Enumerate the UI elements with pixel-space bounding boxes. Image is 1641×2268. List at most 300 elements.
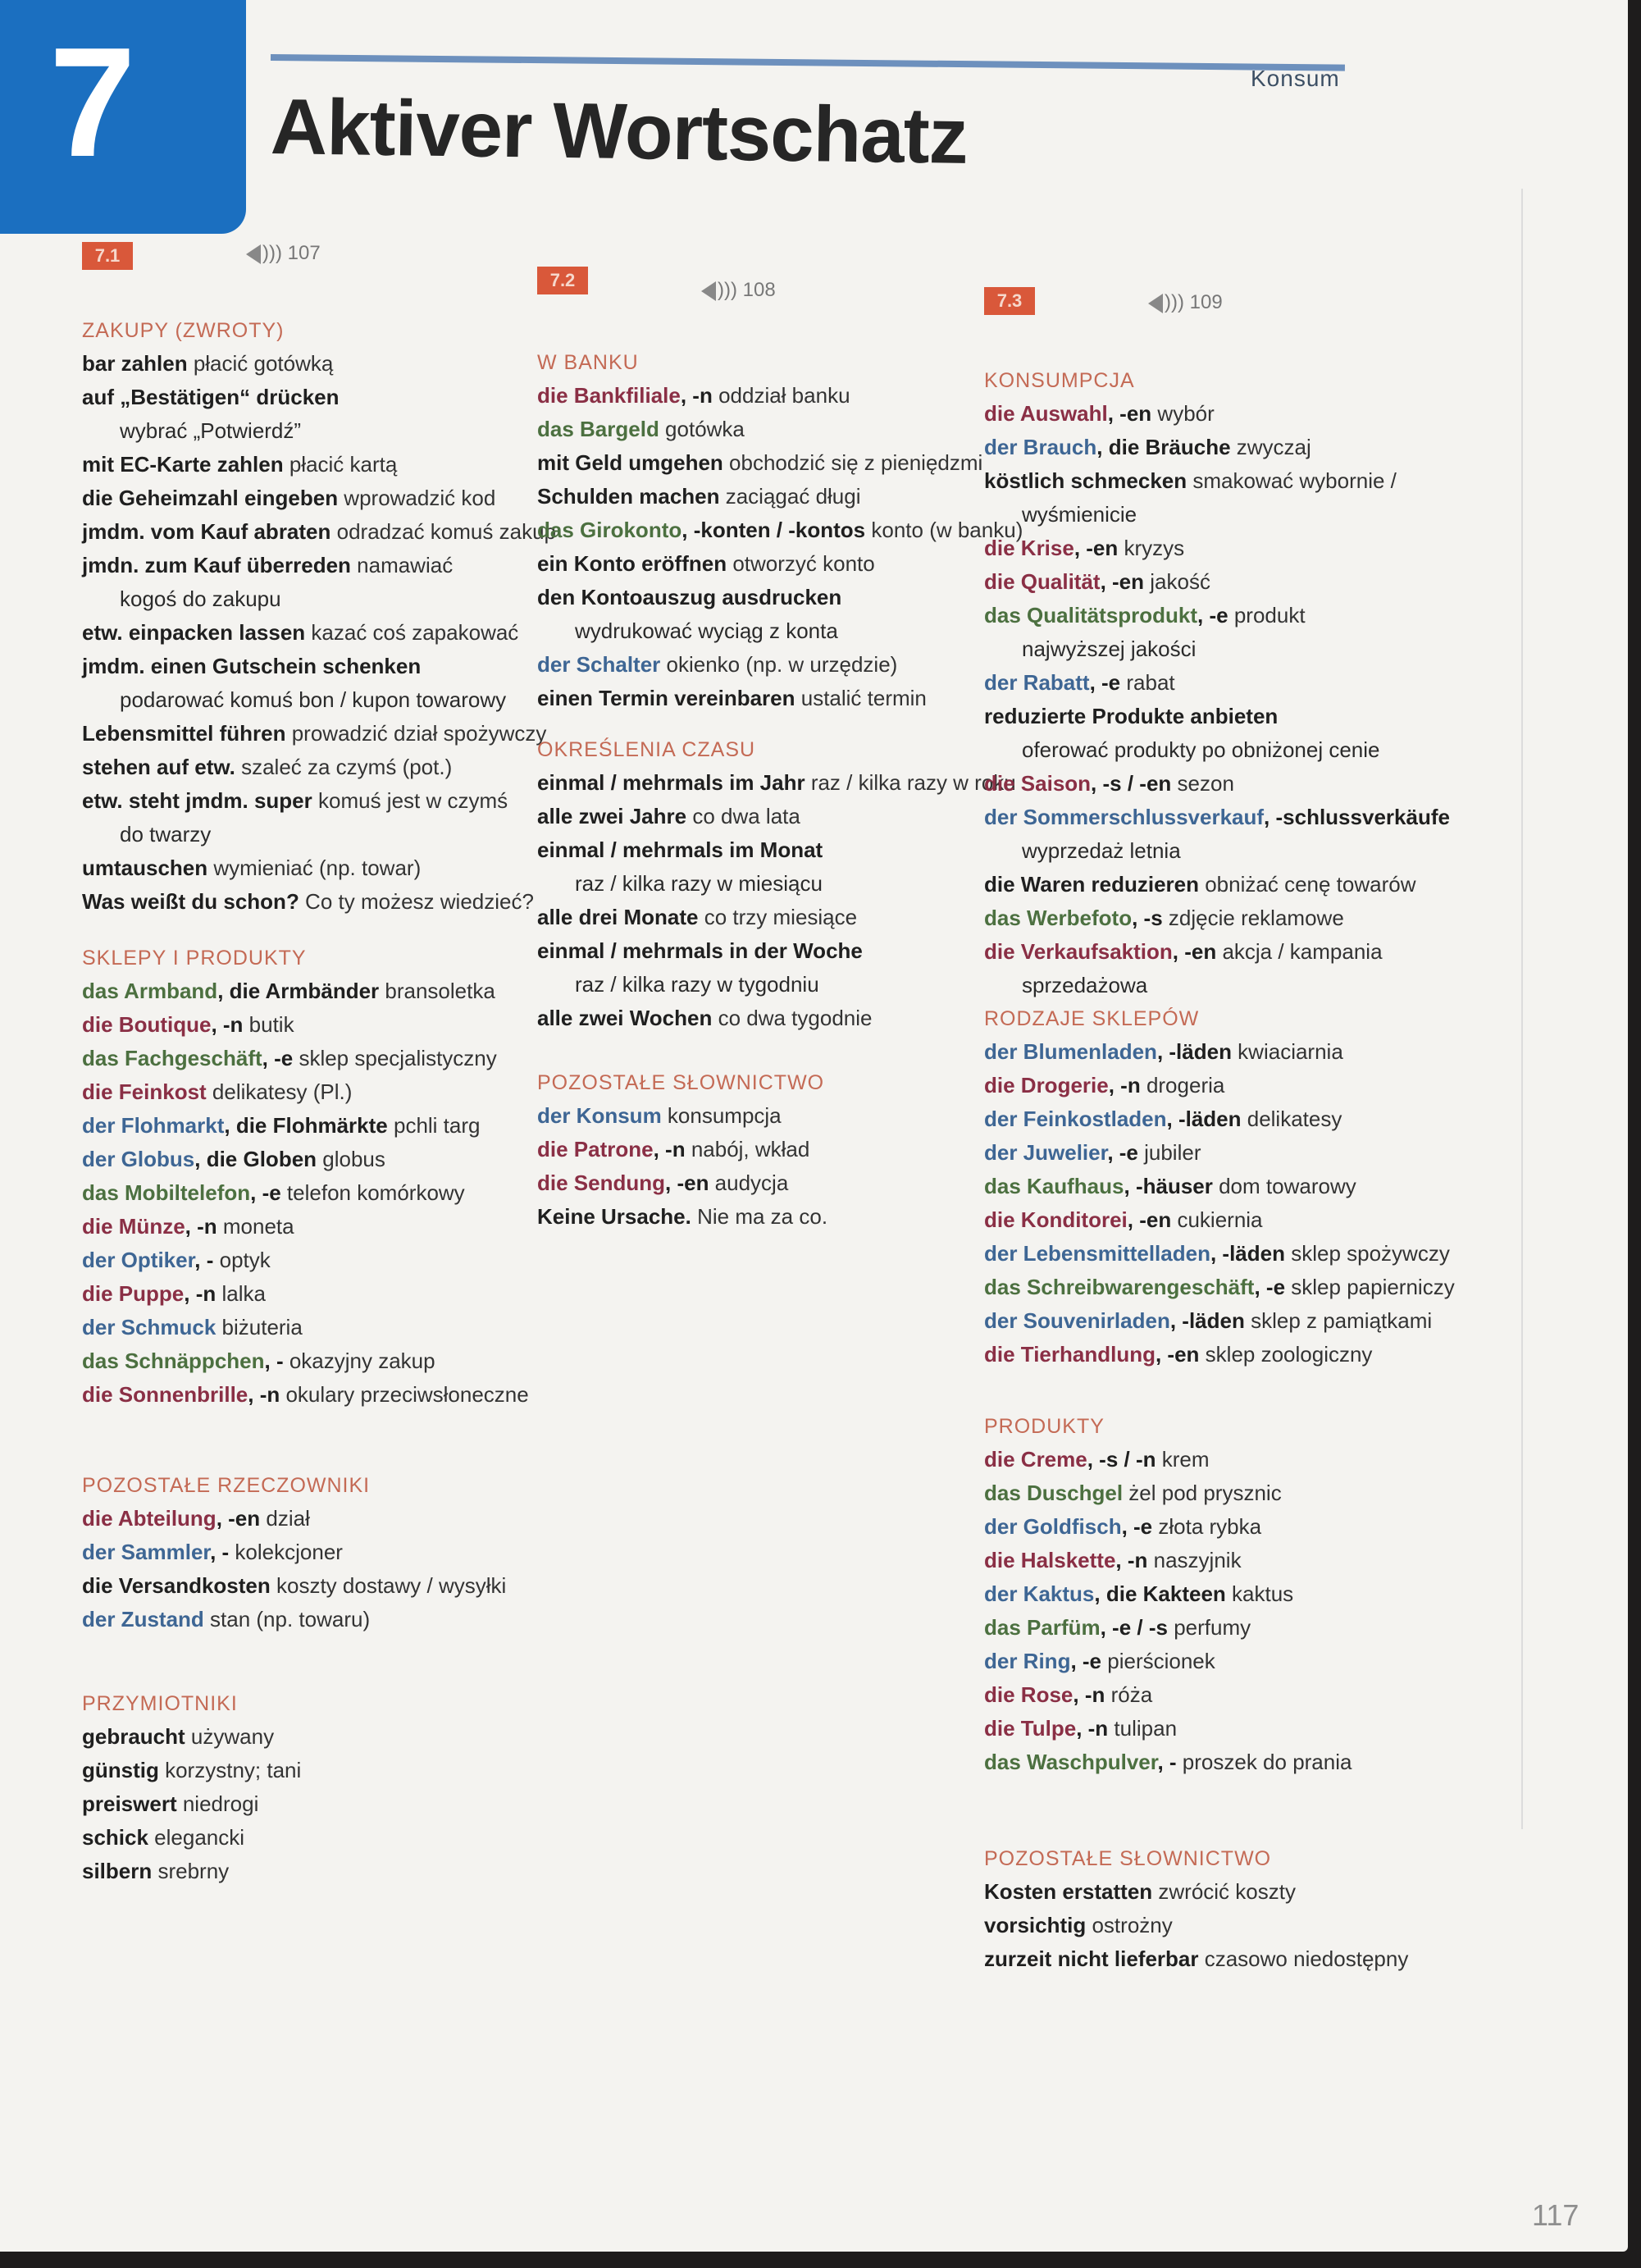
grammar-form: , -e (250, 1180, 281, 1205)
grammar-form: , -en (1155, 1342, 1200, 1367)
translation: używany (185, 1724, 275, 1749)
vocab-entry (82, 1244, 590, 1277)
entry-continuation: podarować komuś bon / kupon towarowy (120, 687, 507, 712)
vocab-entry (82, 381, 590, 414)
translation: raz / kilka razy w roku (805, 770, 1016, 795)
translation: kazać coś zapakować (305, 620, 519, 645)
headword: das Schreibwarengeschäft (984, 1275, 1255, 1299)
translation: szaleć za czymś (pot.) (235, 755, 453, 779)
grammar-form: , -n (653, 1137, 686, 1161)
translation: optyk (213, 1248, 271, 1272)
grammar-form: , -en (216, 1506, 261, 1531)
headword: das Duschgel (984, 1481, 1124, 1505)
page-title: Aktiver Wortschatz (270, 83, 969, 180)
section-heading: KONSUMPCJA (984, 369, 1135, 392)
headword: das Mobiltelefon (82, 1180, 251, 1205)
vocab-entry (82, 1176, 590, 1210)
section-heading: PRODUKTY (984, 1415, 1105, 1438)
vocab-entry (82, 1821, 590, 1855)
translation: niedrogi (176, 1791, 259, 1816)
vocab-section (82, 314, 590, 919)
grammar-form: umtauschen (82, 856, 208, 880)
section-heading: W BANKU (537, 351, 639, 374)
vocab-entry (82, 1603, 590, 1636)
headword: die Patrone (537, 1137, 654, 1161)
vocab-entry (82, 885, 590, 919)
vocab-entry (82, 717, 590, 751)
translation: oddział banku (712, 383, 850, 408)
headword: der Blumenladen (984, 1039, 1157, 1064)
grammar-form: , -läden (1210, 1241, 1285, 1266)
grammar-form: , -s / -en (1091, 771, 1172, 796)
vocab-entry (537, 682, 1046, 715)
entry-continuation: raz / kilka razy w tygodniu (575, 972, 819, 997)
translation: globus (317, 1147, 385, 1171)
vocab-entry (82, 1378, 590, 1412)
headword: das Girokonto (537, 518, 682, 542)
audio-track[interactable]: ))) 108 (701, 279, 776, 302)
vocab-entry (984, 1544, 1493, 1577)
grammar-form: , -e (1254, 1275, 1286, 1299)
grammar-form: die Versandkosten (82, 1573, 271, 1598)
grammar-form: , -e / -s (1100, 1615, 1168, 1640)
vocab-entry (984, 1942, 1493, 1976)
headword: die Creme (984, 1447, 1087, 1472)
vocab-entry (984, 1476, 1493, 1510)
vocab-entry (984, 1203, 1493, 1237)
vocab-section (537, 733, 1046, 1035)
headword: der Sommerschlussverkauf (984, 805, 1265, 829)
grammar-form: , -n (184, 1281, 217, 1306)
translation: dział (260, 1506, 310, 1531)
grammar-form: , -en (1172, 939, 1217, 964)
vocab-entry (537, 513, 1046, 547)
vocab-entry (984, 1271, 1493, 1304)
headword: die Qualität (984, 569, 1101, 594)
grammar-form: ein Konto eröffnen (537, 551, 727, 576)
vocab-entry (82, 1344, 590, 1378)
vocab-entry (537, 480, 1046, 513)
vocab-entry (82, 1210, 590, 1244)
vocab-entry (82, 650, 590, 683)
grammar-form: jmdm. vom Kauf abraten (82, 519, 331, 544)
translation: co trzy miesiące (698, 905, 858, 929)
headword: die Rose (984, 1682, 1073, 1707)
translation: produkt (1228, 603, 1306, 627)
translation: dom towarowy (1212, 1174, 1356, 1198)
grammar-form: , -läden (1166, 1107, 1242, 1131)
translation: jakość (1144, 569, 1210, 594)
translation: czasowo niedostępny (1198, 1946, 1409, 1971)
grammar-form: , -e (1197, 603, 1228, 627)
section-badge: 7.3 (984, 287, 1035, 315)
grammar-form: , -n (248, 1382, 280, 1407)
translation: jubiler (1137, 1140, 1201, 1165)
translation: konsumpcja (661, 1103, 782, 1128)
vocab-entry (82, 1143, 590, 1176)
vocab-entry (82, 1109, 590, 1143)
vocab-entry (537, 547, 1046, 581)
grammar-form: Keine Ursache. (537, 1204, 691, 1229)
grammar-form: etw. einpacken lassen (82, 620, 306, 645)
grammar-form: , -s (1132, 906, 1163, 930)
grammar-form: , -schlussverkäufe (1264, 805, 1450, 829)
grammar-form: alle zwei Wochen (537, 1006, 713, 1030)
headword: die Drogerie (984, 1073, 1109, 1097)
translation: krem (1156, 1447, 1210, 1472)
headword: die Auswahl (984, 401, 1108, 426)
headword: die Saison (984, 771, 1092, 796)
translation: ustalić termin (795, 686, 927, 710)
grammar-form: zurzeit nicht lieferbar (984, 1946, 1199, 1971)
translation: srebrny (152, 1859, 230, 1883)
translation: róża (1105, 1682, 1153, 1707)
grammar-form: reduzierte Produkte anbieten (984, 704, 1279, 728)
vocab-entry (984, 599, 1493, 632)
grammar-form: Was weißt du schon? (82, 889, 299, 914)
translation: obchodzić się z pieniędzmi (722, 450, 983, 475)
vocab-entry (984, 1170, 1493, 1203)
entry-continuation: wybrać „Potwierdź” (120, 418, 302, 443)
grammar-form: , -läden (1169, 1308, 1245, 1333)
speaker-icon (246, 244, 261, 264)
translation: ostrożny (1086, 1913, 1173, 1937)
vocab-entry (82, 1787, 590, 1821)
headword: der Optiker (82, 1248, 195, 1272)
grammar-form: , die Kakteen (1094, 1581, 1226, 1606)
headword: die Sendung (537, 1171, 665, 1195)
vocab-entry (537, 379, 1046, 413)
section-heading: POZOSTAŁE SŁOWNICTWO (984, 1847, 1272, 1870)
grammar-form: preiswert (82, 1791, 177, 1816)
translation: elegancki (148, 1825, 245, 1850)
translation: kwiaciarnia (1231, 1039, 1343, 1064)
grammar-form: einmal / mehrmals in der Woche (537, 938, 863, 963)
vocab-entry (82, 1502, 590, 1536)
vocab-section (984, 1410, 1493, 1779)
headword: die Feinkost (82, 1079, 207, 1104)
vocab-entry (984, 1035, 1493, 1069)
translation: komuś jest w czymś (312, 788, 508, 813)
vocab-section (537, 1066, 1046, 1234)
translation: zwrócić koszty (1152, 1879, 1296, 1904)
vocab-entry (537, 1200, 1046, 1234)
grammar-form: , -n (1115, 1548, 1148, 1572)
header-rule (271, 54, 1345, 71)
grammar-form: , -en (665, 1171, 709, 1195)
vocab-entry (82, 1754, 590, 1787)
translation: sklep zoologiczny (1199, 1342, 1373, 1367)
headword: das Fachgeschäft (82, 1046, 262, 1070)
headword: die Halskette (984, 1548, 1116, 1572)
vocab-entry (82, 515, 590, 549)
vocab-entry (537, 901, 1046, 934)
headword: das Kaufhaus (984, 1174, 1124, 1198)
section-heading: POZOSTAŁE RZECZOWNIKI (82, 1474, 371, 1497)
vocab-entry (984, 431, 1493, 464)
translation: sklep spożywczy (1284, 1241, 1450, 1266)
headword: das Werbefoto (984, 906, 1133, 930)
grammar-form: schick (82, 1825, 148, 1850)
translation: sklep specjalistyczny (293, 1046, 497, 1070)
vocab-entry (984, 1745, 1493, 1779)
grammar-form: , -e (1089, 670, 1121, 695)
grammar-form: alle drei Monate (537, 905, 699, 929)
entry-continuation: wyprzedaż letnia (1022, 838, 1181, 863)
headword: der Souvenirladen (984, 1308, 1170, 1333)
translation: proszek do prania (1176, 1750, 1352, 1774)
grammar-form: mit EC-Karte zahlen (82, 452, 284, 477)
translation: Co ty możesz wiedzieć? (299, 889, 534, 914)
vocab-entry (984, 868, 1493, 901)
grammar-form: vorsichtig (984, 1913, 1087, 1937)
grammar-form: , -en (1100, 569, 1145, 594)
headword: das Waschpulver (984, 1750, 1158, 1774)
headword: der Kaktus (984, 1581, 1095, 1606)
headword: das Bargeld (537, 417, 659, 441)
grammar-form: , die Flohmärkte (224, 1113, 388, 1138)
section-heading: OKREŚLENIA CZASU (537, 738, 756, 761)
grammar-form: jmdm. einen Gutschein schenken (82, 654, 422, 678)
headword: der Schmuck (82, 1315, 217, 1339)
grammar-form: , die Bräuche (1096, 435, 1231, 459)
translation: prowadzić dział spożywczy (285, 721, 547, 746)
entry-continuation: sprzedażowa (1022, 973, 1148, 997)
vocab-section (984, 1842, 1493, 1976)
vocab-entry (82, 616, 590, 650)
entry-continuation: wyśmienicie (1022, 502, 1137, 527)
translation: drogeria (1140, 1073, 1225, 1097)
translation: złota rybka (1152, 1514, 1262, 1539)
headword: der Feinkostladen (984, 1107, 1167, 1131)
translation: bransoletka (379, 979, 495, 1003)
section-heading: PRZYMIOTNIKI (82, 1692, 238, 1715)
chapter-corner-block (0, 0, 246, 234)
grammar-form: , -konten / -kontos (681, 518, 866, 542)
translation: kaktus (1225, 1581, 1294, 1606)
vocab-entry (82, 1720, 590, 1754)
vocab-entry (984, 1304, 1493, 1338)
headword: die Münze (82, 1214, 185, 1239)
vocab-entry (984, 1712, 1493, 1745)
vocab-entry (82, 347, 590, 381)
grammar-form: günstig (82, 1758, 159, 1782)
vocab-entry (82, 1042, 590, 1075)
audio-track-number: 107 (287, 242, 321, 264)
headword: das Parfüm (984, 1615, 1101, 1640)
vocab-section (82, 942, 590, 1412)
headword: der Rabatt (984, 670, 1090, 695)
headword: das Qualitätsprodukt (984, 603, 1198, 627)
grammar-form: , -en (1127, 1207, 1172, 1232)
translation: płacić gotówką (187, 351, 334, 376)
headword: der Flohmarkt (82, 1113, 225, 1138)
translation: perfumy (1167, 1615, 1251, 1640)
grammar-form: , -n (1108, 1073, 1141, 1097)
vocab-entry (537, 1099, 1046, 1133)
vocab-entry (984, 1909, 1493, 1942)
grammar-form: , -n (1076, 1716, 1109, 1741)
translation: pchli targ (387, 1113, 481, 1138)
headword: der Schalter (537, 652, 661, 677)
vocab-entry (984, 464, 1493, 498)
audio-track-number: 108 (742, 279, 776, 301)
headword: der Konsum (537, 1103, 662, 1128)
translation: koszty dostawy / wysyłki (270, 1573, 507, 1598)
translation: stan (np. towaru) (203, 1607, 371, 1631)
translation: audycja (709, 1171, 789, 1195)
vocab-entry (82, 784, 590, 818)
vocab-entry (82, 1855, 590, 1888)
entry-continuation: oferować produkty po obniżonej cenie (1022, 737, 1380, 762)
grammar-form: , -en (1073, 536, 1119, 560)
translation: kolekcjoner (229, 1540, 343, 1564)
vocab-entry (537, 1002, 1046, 1035)
translation: sezon (1171, 771, 1234, 796)
translation: butik (243, 1012, 294, 1037)
grammar-form: , -e (1107, 1140, 1138, 1165)
grammar-form: auf „Bestätigen“ drücken (82, 385, 340, 409)
headword: der Zustand (82, 1607, 204, 1631)
grammar-form: , -e (1121, 1514, 1153, 1539)
vocab-entry (82, 974, 590, 1008)
vocab-entry (82, 1075, 590, 1109)
translation: wymieniać (np. towar) (207, 856, 422, 880)
section-heading: SKLEPY I PRODUKTY (82, 947, 307, 970)
grammar-form: , die Globen (194, 1147, 317, 1171)
vocab-entry (537, 766, 1046, 800)
grammar-form: stehen auf etw. (82, 755, 235, 779)
audio-track[interactable]: ))) 109 (1148, 291, 1223, 314)
speaker-icon (701, 281, 716, 301)
grammar-form: einen Termin vereinbaren (537, 686, 795, 710)
translation: otworzyć konto (727, 551, 875, 576)
translation: naszyjnik (1147, 1548, 1242, 1572)
vocab-entry (984, 1611, 1493, 1645)
translation: lalka (216, 1281, 266, 1306)
translation: okienko (np. w urzędzie) (660, 652, 898, 677)
vocab-entry (984, 1645, 1493, 1678)
vocab-entry (984, 700, 1493, 733)
entry-continuation: najwyższej jakości (1022, 637, 1197, 661)
translation: co dwa lata (686, 804, 800, 828)
audio-track-number: 109 (1189, 291, 1223, 313)
vocab-entry (984, 1069, 1493, 1102)
vocab-entry (537, 1133, 1046, 1166)
translation: wybór (1151, 401, 1215, 426)
headword: die Puppe (82, 1281, 185, 1306)
grammar-form: , -en (1107, 401, 1152, 426)
vocab-entry (984, 1136, 1493, 1170)
vocab-entry (82, 1277, 590, 1311)
vocab-entry (984, 1102, 1493, 1136)
entry-continuation: kogoś do zakupu (120, 586, 281, 611)
translation: żel pod prysznic (1123, 1481, 1282, 1505)
translation: obniżać cenę towarów (1199, 872, 1416, 897)
vocab-entry (984, 1577, 1493, 1611)
vocab-entry (82, 1311, 590, 1344)
entry-continuation: wydrukować wyciąg z konta (575, 618, 838, 643)
headword: der Ring (984, 1649, 1071, 1673)
headword: die Tierhandlung (984, 1342, 1156, 1367)
grammar-form: silbern (82, 1859, 153, 1883)
grammar-form: , die Armbänder (217, 979, 380, 1003)
translation: Nie ma za co. (691, 1204, 828, 1229)
vocab-section (984, 364, 1493, 1002)
audio-track[interactable]: ))) 107 (246, 242, 321, 265)
vocab-entry (984, 901, 1493, 935)
grammar-form: den Kontoauszug ausdrucken (537, 585, 842, 609)
headword: der Sammler (82, 1540, 211, 1564)
vocab-section (537, 346, 1046, 715)
headword: das Armband (82, 979, 218, 1003)
grammar-form: alle zwei Jahre (537, 804, 687, 828)
grammar-form: jmdn. zum Kauf überreden (82, 553, 351, 577)
grammar-form: , -n (680, 383, 713, 408)
vocab-entry (537, 648, 1046, 682)
translation: sklep z pamiątkami (1244, 1308, 1433, 1333)
vocab-entry (82, 751, 590, 784)
translation: nabój, wkład (685, 1137, 810, 1161)
headword: die Sonnenbrille (82, 1382, 248, 1407)
translation: kryzys (1118, 536, 1185, 560)
vocab-entry (537, 934, 1046, 968)
grammar-form: , -n (185, 1214, 217, 1239)
grammar-form: , - (264, 1348, 284, 1373)
vocab-entry (984, 1510, 1493, 1544)
translation: delikatesy (Pl.) (206, 1079, 353, 1104)
headword: die Tulpe (984, 1716, 1077, 1741)
headword: der Brauch (984, 435, 1097, 459)
translation: wprowadzić kod (338, 486, 496, 510)
grammar-form: , -häuser (1124, 1174, 1213, 1198)
entry-continuation: raz / kilka razy w miesiącu (575, 871, 823, 896)
section-heading: RODZAJE SKLEPÓW (984, 1007, 1200, 1030)
page-number: 117 (1532, 2198, 1579, 2232)
translation: płacić kartą (283, 452, 398, 477)
grammar-form: einmal / mehrmals im Monat (537, 837, 823, 862)
vocab-entry (984, 1338, 1493, 1371)
grammar-form: , - (210, 1540, 230, 1564)
translation: namawiać (350, 553, 454, 577)
grammar-form: , - (1157, 1750, 1177, 1774)
vocab-entry (82, 1569, 590, 1603)
grammar-form: , -läden (1156, 1039, 1232, 1064)
section-badge: 7.1 (82, 242, 133, 270)
grammar-form: mit Geld umgehen (537, 450, 723, 475)
speaker-icon (1148, 294, 1163, 313)
vocab-entry (537, 446, 1046, 480)
translation: cukiernia (1171, 1207, 1263, 1232)
section-heading: POZOSTAŁE SŁOWNICTWO (537, 1071, 825, 1094)
grammar-form: , -s / -n (1087, 1447, 1156, 1472)
vocab-entry (984, 1875, 1493, 1909)
vocab-entry (82, 1008, 590, 1042)
vocab-entry (984, 935, 1493, 969)
vocab-entry (82, 481, 590, 515)
translation: okazyjny zakup (283, 1348, 435, 1373)
vocab-entry (537, 413, 1046, 446)
headword: die Boutique (82, 1012, 212, 1037)
headword: das Schnäppchen (82, 1348, 265, 1373)
headword: der Juwelier (984, 1140, 1108, 1165)
vocab-entry (537, 1166, 1046, 1200)
translation: zwyczaj (1230, 435, 1311, 459)
vocab-entry (984, 1443, 1493, 1476)
headword: der Globus (82, 1147, 195, 1171)
vocab-entry (82, 549, 590, 582)
vocab-section (82, 1687, 590, 1888)
